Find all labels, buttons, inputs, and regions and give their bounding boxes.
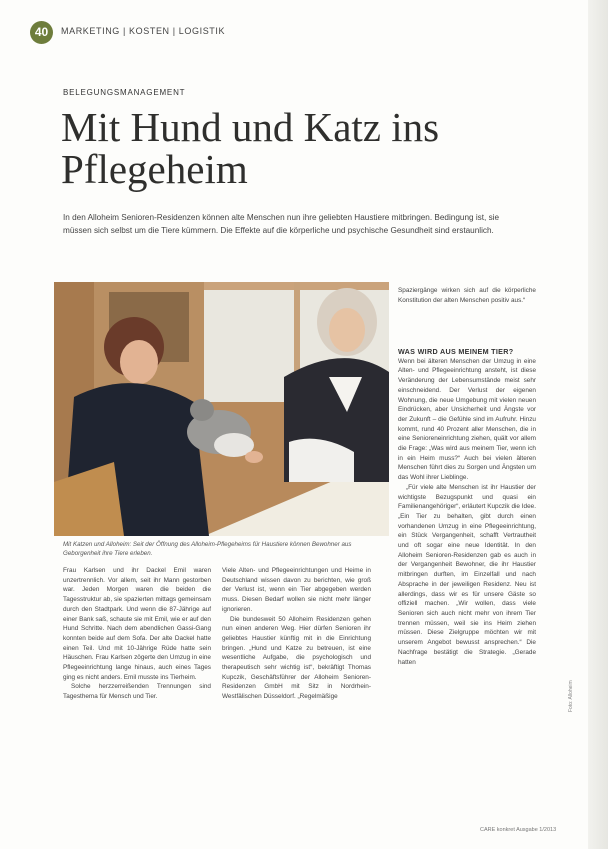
page-footer: CARE konkret Ausgabe 1/2013 [480, 827, 557, 833]
photo-caption: Mit Katzen und Alloheim: Seit der Öffnung des Alloheim-Pflegeheims für Haustiere können Bewohner aus Geborgenheit ihre Tiere erleben. [63, 541, 352, 557]
section-label: MARKETING | KOSTEN | LOGISTIK [61, 26, 226, 36]
page-edge [588, 0, 608, 849]
article-lead: In den Alloheim Senioren-Residenzen können alte Menschen nun ihre geliebten Haustiere mitbringen. Bedingung ist, sie müssen sich selbst um die Tiere kümmern. Die Effekte auf die körperliche und psychische Gesundheit sind erstaunlich. [63, 213, 500, 235]
paragraph: Spaziergänge wirken sich auf die körperliche Konstitution der alten Menschen positiv aus.“ [398, 287, 536, 304]
subheading: WAS WIRD AUS MEINEM TIER? [398, 347, 514, 356]
page-number-badge: 40 [30, 21, 53, 44]
article-title: Mit Hund und Katz ins Pflegeheim [61, 104, 440, 192]
article-photo [54, 282, 389, 536]
photo-illustration [54, 282, 389, 536]
paragraph: Solche herzzerreißenden Trennungen sind Tagesthema für Mensch und Tier. [63, 683, 211, 701]
column-2 [222, 566, 371, 702]
column-3 [398, 347, 536, 667]
paragraph: Die bundesweit 50 Alloheim Residenzen gehen nun einen anderen Weg. Hier dürfen Senioren ihr geliebtes Haustier künftig mit in die Einrichtung bringen. „Hund und Katze zu betreuen, ist eine wesentliche Aufgabe, die psychologisch und therapeutisch sehr wichtig ist“, bekräftigt Thomas Kupczik, Geschäftsführer der Alloheim Senioren-Residenzen GmbH mit Sitz in Nordrhein-Westfälischen Düsseldorf. „Regelmäßige [222, 615, 371, 701]
article-kicker: BELEGUNGSMANAGEMENT [63, 88, 186, 97]
paragraph: Viele Alten- und Pflegeeinrichtungen und Heime in Deutschland wissen davon zu berichten, wie groß der Verlust ist, wenn ein Tier abgegeben werden muss. Diesen Bedarf wollen sie nicht mehr länger ignorieren. [222, 567, 371, 613]
paragraph: Wenn bei älteren Menschen der Umzug in eine Alten- und Pflegeeinrichtung ansteht, ist diese Veränderung der Lebensumstände meist sehr einschneidend. Der Verlust der eigenen Wohnung, die neue Umgebung mit vielen neuen Eindrücken, aber Unsicherheit und Ängste vor der Zukunft – die Gefühle sind im Aufruhr. Hinzu kommt, rund 40 Prozent aller Menschen, die in eine Senioreneinrichtung ziehen, quält vor allem die Frage: „Was wird aus meinem Tier, wenn ich in ein Heim muss?“ Auch bei vielen älteren Menschen führt dies zu Sorgen und Ängsten um das Wohl ihrer Lieblinge. [398, 357, 536, 482]
photo-credit: Foto: Alloheim [568, 680, 574, 712]
paragraph: Frau Karlsen und ihr Dackel Emil waren unzertrennlich. Vor allem, seit ihr Mann gestorben war. Jeden Morgen waren die beiden die Tagesstruktur ab, sie spazierten mittags gemeinsam durch den Stadtpark. Und wenn die 87-Jährige auf einer Bank saß, schaute sie mit Emil, wie er auf den Hund Schritte. Nach dem abendlichen Gassi-Gang konnten beide auf dem Sofa. Der alte Dackel hatte einen Teil. Und mit 10-Jährige Rüde hatte sein Häuschen. Frau Karlsen zögerte den Umzug in eine Pflegeeinrichtung lange hinaus, auch eines Tages ging es nicht anders. Emil musste ins Tierheim. [63, 567, 211, 681]
paragraph: „Für viele alte Menschen ist ihr Haustier der wichtigste Bezugspunkt und quasi ein Familienangehöriger“, erläutert Kupczik die Idee. „Ein Tier zu behalten, gibt durch einen vorhandenen Umzug in eine Pflegeeinrichtung, ein Stück Vergangenheit, schafft Vertrautheit und oft sogar eine neue Identität. In den Alloheim Senioren-Residenzen gab es auch in der Vergangenheit Bewohner, die ihr Haustier mitbringen durften, im Einzelfall und nach Absprache in der jeweiligen Residenz. Neu ist allerdings, dass wir es für unsere Gäste so offiziell machen. „Wir wollen, dass viele Senioren sich auch nicht mehr von ihrem Tier trennen müssen, weil sie ins Heim ziehen müssen. Diese Zielgruppe möchten wir mit unserem Angebot bewusst ansprechen.“ Die Nachfrage bestätigt die Strategie. „Gerade hatten [398, 483, 536, 666]
column-3-top [398, 286, 536, 305]
column-1 [63, 566, 211, 702]
